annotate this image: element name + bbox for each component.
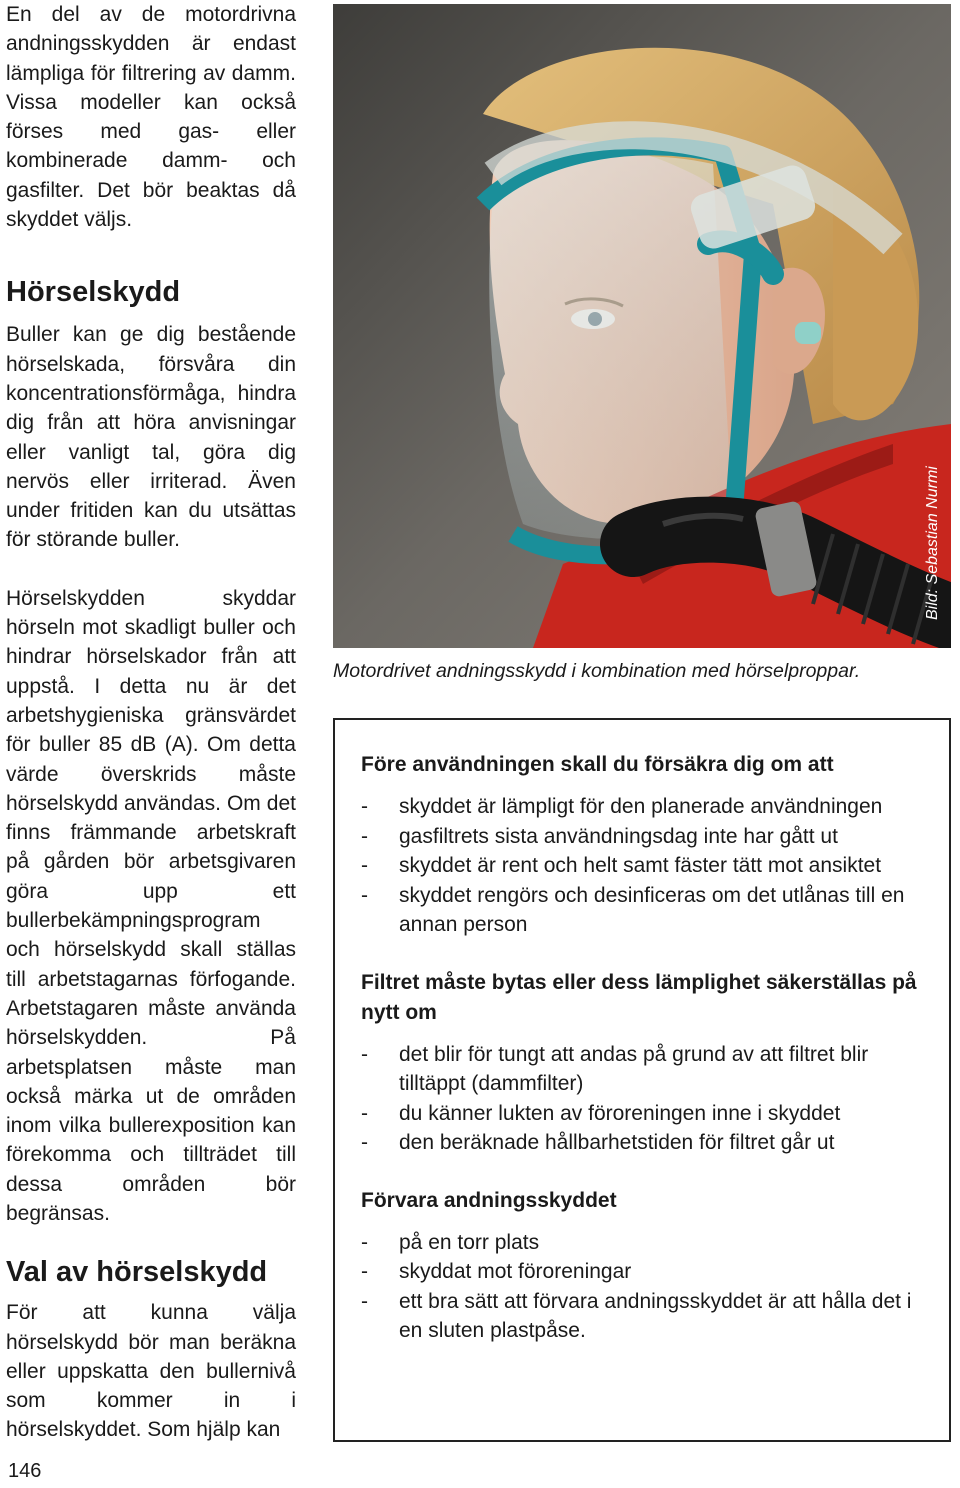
list-item: - skyddet är rent och helt samt fäster tätt mot ansiktet [361,851,929,881]
respirator-photo [333,4,951,648]
heading-val-av-horselskydd: Val av hörselskydd [6,1256,268,1289]
box-heading-before-use: Före användningen skall du försäkra dig om att [361,753,834,776]
list-filter [361,1040,929,1158]
list-item: - den beräknade hållbarhetstiden för filtret går ut [361,1128,929,1158]
list-storage [361,1228,929,1346]
left-column [6,0,296,1445]
paragraph-horselskydden: Hörselskydden skyddar hörseln mot skadligt buller och hindrar hörselskador från att uppstå. I detta nu är det arbetshygieniska gränsvärdet för buller 85 dB (A). Om detta värde överskrids måste hörselskydd användas. Om det finns främmande arbetskraft på gården bör arbetsgivaren göra upp ett bullerbekämpningsprogram och hörselskydd skall ställas till arbetstagarnas förfogande. Arbetstagaren måste använda hörselskydden. På arbetsplatsen måste man också märka ut de områden inom vilka bullerexposition kan förekomma och tillträdet till dessa områden bör begränsas. [6,586,296,1225]
paragraph-val: För att kunna välja hörselskydd bör man beräkna eller uppskatta den bullernivå som kommer in i hörselskyddet. Som hjälp kan [6,1301,296,1442]
list-item: - på en torr plats [361,1228,929,1258]
instructions-box [333,718,951,1442]
photo-caption: Motordrivet andningsskydd i kombination med hörselproppar. [333,660,861,682]
list-item: - du känner lukten av föroreningen inne i skyddet [361,1099,929,1129]
heading-horselskydd: Hörselskydd [6,276,181,309]
list-before-use [361,792,929,940]
list-item: - skyddat mot föroreningar [361,1257,929,1287]
page-number: 146 [8,1460,42,1482]
list-item: - gasfiltrets sista användningsdag inte har gått ut [361,822,929,852]
paragraph-buller: Buller kan ge dig bestående hörselskada, försvåra din koncentrationsförmåga, hindra dig från att höra anvisningar eller vanligt tal, göra dig nervös eller irriterad. Även under fritiden kan du utsättas för störande buller. [6,323,296,552]
intro-paragraph: En del av de motordrivna andningsskydden är endast lämpliga för filtrering av damm. Vissa modeller kan också förses med gas- eller kombinerade damm- och gasfilter. Det bör beaktas då skyddet väljs. [6,3,296,232]
list-item: - ett bra sätt att förvara andningsskyddet är att hålla det i en sluten plastpåse. [361,1287,929,1346]
list-item: - skyddet är lämpligt för den planerade användningen [361,792,929,822]
box-heading-filter: Filtret måste bytas eller dess lämplighet säkerställas på nytt om [361,970,917,1024]
list-item: - skyddet rengörs och desinficeras om det utlånas till en annan person [361,881,929,940]
photo-credit: Bild: Sebastian Nurmi [924,466,941,620]
list-item: - det blir för tungt att andas på grund av att filtret blir tilltäppt (dammfilter) [361,1040,929,1099]
box-heading-storage: Förvara andningsskyddet [361,1188,617,1212]
